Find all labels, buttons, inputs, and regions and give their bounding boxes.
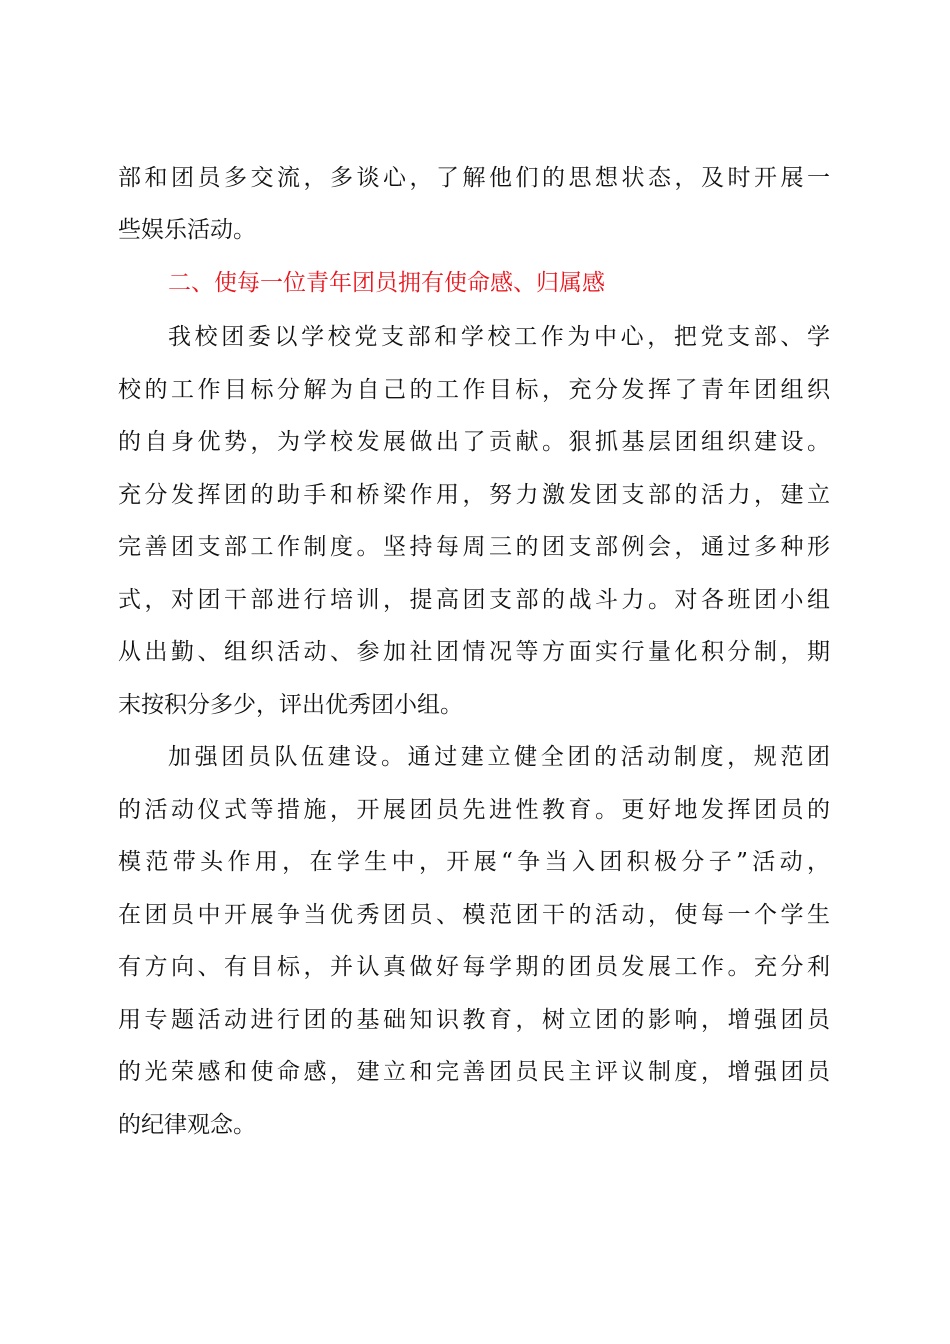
section-heading: 二、使每一位青年团员拥有使命感、归属感 — [168, 270, 605, 296]
paragraph-1-line: 完善团支部工作制度。坚持每周三的团支部例会，通过多种形 — [118, 534, 830, 560]
paragraph-1-line: 校的工作目标分解为自己的工作目标，充分发挥了青年团组织 — [118, 377, 830, 403]
intro-line: 些娱乐活动。 — [118, 217, 256, 243]
paragraph-2-line: 的光荣感和使命感，建立和完善团员民主评议制度，增强团员 — [118, 1059, 830, 1085]
paragraph-2-line: 用专题活动进行团的基础知识教育，树立团的影响，增强团员 — [118, 1007, 830, 1033]
paragraph-2-line: 加强团员队伍建设。通过建立健全团的活动制度，规范团 — [168, 744, 830, 770]
paragraph-1-line: 的自身优势，为学校发展做出了贡献。狠抓基层团组织建设。 — [118, 429, 830, 455]
intro-line: 部和团员多交流，多谈心，了解他们的思想状态，及时开展一 — [118, 165, 830, 191]
paragraph-2-line: 模范带头作用，在学生中，开展“争当入团积极分子”活动， — [118, 849, 830, 875]
paragraph-2-line: 有方向、有目标，并认真做好每学期的团员发展工作。充分利 — [118, 954, 830, 980]
paragraph-1-line: 式，对团干部进行培训，提高团支部的战斗力。对各班团小组 — [118, 587, 830, 613]
paragraph-2-line: 的纪律观念。 — [118, 1112, 256, 1138]
paragraph-1-line: 末按积分多少，评出优秀团小组。 — [118, 692, 463, 718]
paragraph-1-line: 从出勤、组织活动、参加社团情况等方面实行量化积分制，期 — [118, 639, 830, 665]
paragraph-2-line: 在团员中开展争当优秀团员、模范团干的活动，使每一个学生 — [118, 902, 830, 928]
paragraph-2-line: 的活动仪式等措施，开展团员先进性教育。更好地发挥团员的 — [118, 797, 830, 823]
paragraph-1-line: 充分发挥团的助手和桥梁作用，努力激发团支部的活力，建立 — [118, 482, 830, 508]
paragraph-1-line: 我校团委以学校党支部和学校工作为中心，把党支部、学 — [168, 324, 830, 350]
